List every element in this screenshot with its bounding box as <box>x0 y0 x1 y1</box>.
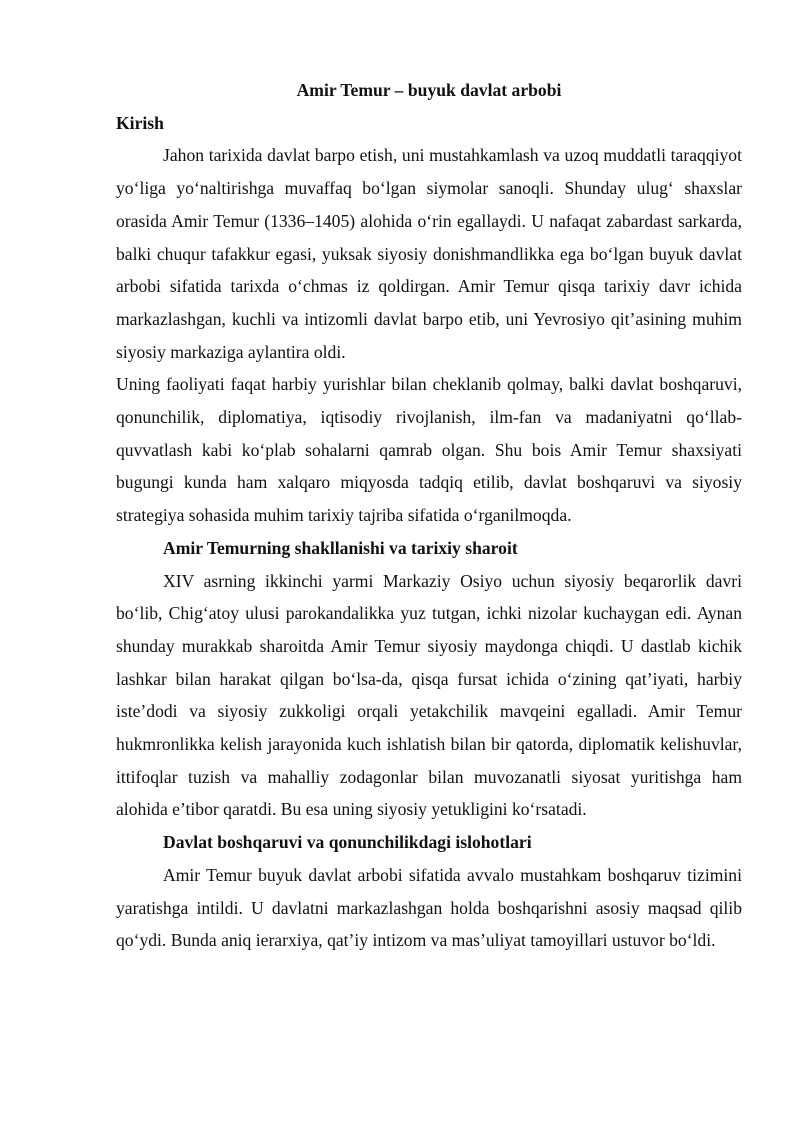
document-body <box>116 74 742 957</box>
section-1-paragraph: XIV asrning ikkinchi yarmi Markaziy Osiyo uchun siyosiy beqarorlik davri bo‘lib, Chig‘atoy ulusi parokandalikka yuz tutgan, ichki nizolar kuchaygan edi. Aynan shunday murakkab sharoitda Amir Temur siyosiy maydonga chiqdi. U dastlab kichik lashkar bilan harakat qilgan bo‘lsa-da, qisqa fursat ichida o‘zining qat’iyati, harbiy iste’dodi va siyosiy zukkoligi orqali yetakchilik mavqeini egalladi. Amir Temur hukmronlikka kelish jarayonida kuch ishlatish bilan bir qatorda, diplomatik kelishuvlar, ittifoqlar tuzish va mahalliy zodagonlar bilan muvozanatli siyosat yuritishga ham alohida e’tibor qaratdi. Bu esa uning siyosiy yetukligini ko‘rsatadi. <box>116 570 742 820</box>
section-1-heading: Amir Temurning shakllanishi va tarixiy sharoit <box>163 537 518 558</box>
section-2-heading: Davlat boshqaruvi va qonunchilikdagi islohotlari <box>163 832 532 853</box>
intro-heading: Kirish <box>116 112 164 133</box>
section-2-paragraph: Amir Temur buyuk davlat arbobi sifatida avvalo mustahkam boshqaruv tizimini yaratishga intildi. U davlatni markazlashgan holda boshqarishni asosiy maqsad qilib qo‘ydi. Bunda aniq ierarxiya, qat’iy intizom va mas’uliyat tamoyillari ustuvor bo‘ldi. <box>116 864 742 951</box>
document-title: Amir Temur – buyuk davlat arbobi <box>296 80 562 100</box>
intro-paragraph-1: Jahon tarixida davlat barpo etish, uni mustahkamlash va uzoq muddatli taraqqiyot yo‘liga yo‘naltirishga muvaffaq bo‘lgan siymolar sanoqli. Shunday ulug‘ shaxslar orasida Amir Temur (1336–1405) alohida o‘rin egallaydi. U nafaqat zabardast sarkarda, balki chuqur tafakkur egasi, yuksak siyosiy donishmandlikka ega bo‘lgan buyuk davlat arbobi sifatida tarixda o‘chmas iz qoldirgan. Amir Temur qisqa tarixiy davr ichida markazlashgan, kuchli va intizomli davlat barpo etib, uni Yevrosiyo qit’asining muhim siyosiy markaziga aylantira oldi. <box>116 145 742 362</box>
intro-paragraph-2: Uning faoliyati faqat harbiy yurishlar bilan cheklanib qolmay, balki davlat boshqaruvi, qonunchilik, diplomatiya, iqtisodiy rivojlanish, ilm-fan va madaniyatni qo‘llab-quvvatlash kabi ko‘plab sohalarni qamrab olgan. Shu bois Amir Temur shaxsiyati bugungi kunda ham xalqaro miqyosda tadqiq etilib, davlat boshqaruvi va siyosiy strategiya sohasida muhim tarixiy tajriba sifatida o‘rganilmoqda. <box>116 374 742 526</box>
